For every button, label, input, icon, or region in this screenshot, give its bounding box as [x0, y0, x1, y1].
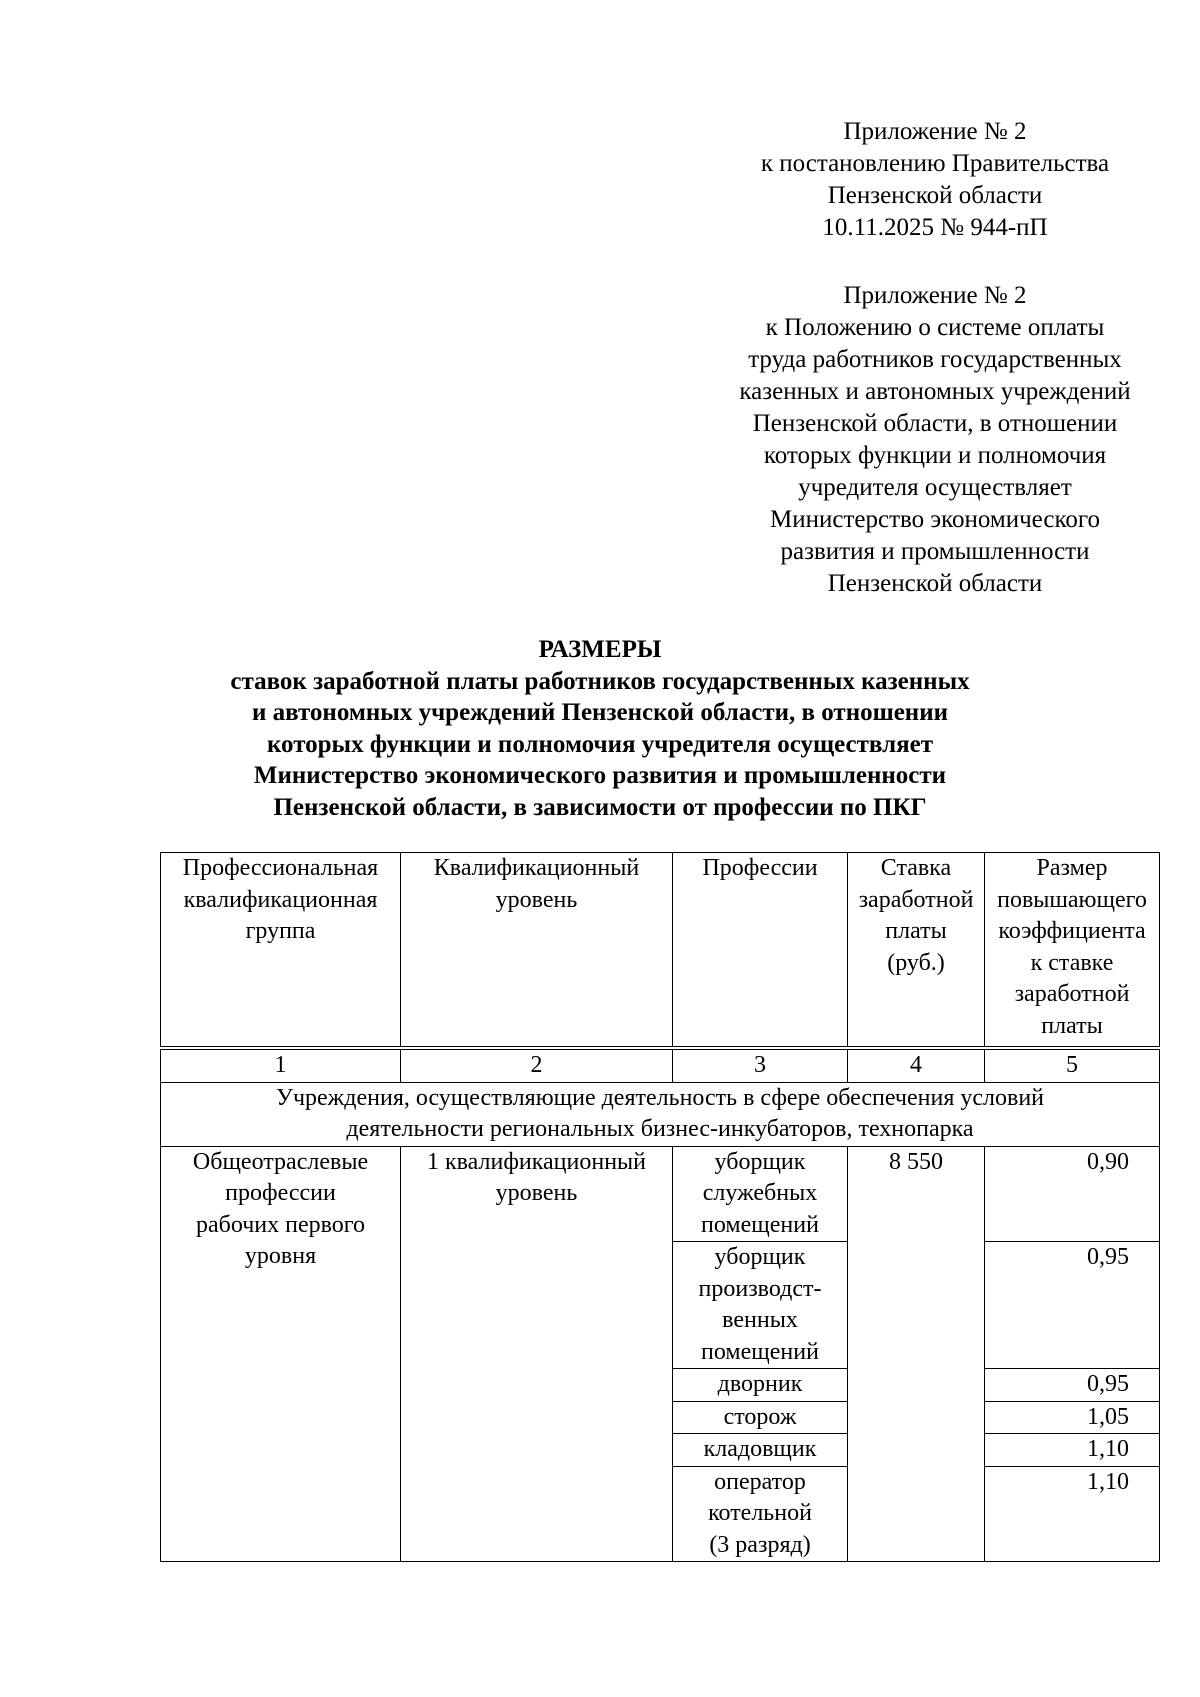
appendix-2-line: к Положению о системе оплаты [765, 314, 1105, 341]
group-line: уровня [244, 1243, 317, 1269]
appendix-2-line: Пензенской области [827, 570, 1043, 597]
column-number: 3 [673, 1048, 848, 1082]
level-line: уровень [495, 1180, 578, 1206]
header-cell-profession [673, 853, 848, 1049]
header-text: (руб.) [887, 949, 945, 976]
profession-line: уборщик [714, 1244, 806, 1270]
column-number: 4 [848, 1048, 985, 1082]
appendix-2-line: которых функции и полномочия [763, 442, 1107, 469]
title-line: и автономных учреждений Пензенской области, в отношении [251, 699, 949, 726]
profession-line: оператор [714, 1468, 806, 1495]
profession-line: дворник [717, 1371, 803, 1397]
coefficient-cell: 0,95 [985, 1242, 1160, 1369]
appendix-1-line: к постановлению Правительства [760, 150, 1110, 177]
header-text: платы [1041, 1012, 1103, 1039]
header-cell-rate [848, 853, 985, 1049]
column-number: 5 [985, 1048, 1160, 1082]
group-line: Общеотраслевые [192, 1148, 369, 1175]
header-cell-coefficient [985, 853, 1160, 1049]
level-cell [401, 1146, 673, 1562]
profession-line: помещений [701, 1211, 819, 1238]
header-text: заработной [858, 886, 974, 913]
coefficient-cell: 1,05 [985, 1401, 1160, 1434]
header-cell-group [161, 853, 401, 1049]
profession-cell [673, 1369, 848, 1402]
title-heading: РАЗМЕРЫ [538, 636, 662, 663]
title-line: Министерство экономического развития и промышленности [253, 762, 947, 789]
document-title [100, 634, 1100, 823]
title-line: Пензенской области, в зависимости от профессии по ПКГ [273, 793, 927, 821]
profession-cell [673, 1242, 848, 1369]
profession-cell [673, 1146, 848, 1242]
header-cell-level [401, 853, 673, 1049]
appendix-1-block [680, 116, 1190, 244]
group-line: рабочих первого [195, 1211, 366, 1238]
header-text: Ставка [880, 855, 952, 881]
column-number: 1 [161, 1048, 401, 1082]
column-number: 2 [401, 1048, 673, 1082]
appendix-2-line: Приложение № 2 [843, 282, 1027, 309]
profession-cell [673, 1466, 848, 1562]
appendix-2-line: учредителя осуществляет [798, 474, 1072, 501]
profession-line: котельной [708, 1500, 812, 1526]
appendix-2-line: развития и промышленности [780, 538, 1090, 565]
section-cell [161, 1082, 1160, 1146]
appendix-1-line: 10.11.2025 № 944-пП [822, 214, 1048, 241]
column-number-row [161, 1048, 1160, 1082]
profession-line: сторож [723, 1403, 797, 1430]
rates-table [160, 852, 1160, 1562]
appendix-2-line: казенных и автономных учреждений [739, 378, 1131, 405]
appendix-2-block [680, 280, 1190, 600]
section-line: деятельности региональных бизнес-инкубаторов, технопарка [346, 1116, 974, 1142]
header-text: заработной [1014, 981, 1130, 1007]
profession-line: помещений [701, 1338, 819, 1365]
header-text: повышающего [997, 886, 1147, 913]
profession-line: производст- [698, 1275, 822, 1302]
rate-cell: 8 550 [848, 1146, 985, 1562]
group-line: профессии [225, 1180, 336, 1206]
header-text: платы [885, 918, 947, 944]
header-text: Профессиональная [182, 855, 379, 881]
header-text: Размер [1036, 855, 1108, 881]
coefficient-cell: 0,95 [985, 1369, 1160, 1402]
profession-line: уборщик [714, 1148, 806, 1175]
group-cell [161, 1146, 401, 1562]
appendix-2-line: Пензенской области, в отношении [752, 410, 1118, 437]
coefficient-cell: 1,10 [985, 1434, 1160, 1467]
coefficient-cell: 1,10 [985, 1466, 1160, 1562]
header-text: Профессии [702, 855, 818, 881]
title-line: которых функции и полномочия учредителя осуществляет [266, 730, 934, 758]
profession-line: кладовщик [703, 1436, 817, 1462]
section-line: Учреждения, осуществляющие деятельность в сфере обеспечения условий [275, 1084, 1045, 1111]
coefficient-cell: 0,90 [985, 1146, 1160, 1242]
profession-line: венных [722, 1307, 798, 1333]
table-row [161, 1146, 1160, 1242]
profession-cell [673, 1401, 848, 1434]
header-text: коэффициента [998, 918, 1146, 944]
appendix-1-line: Пензенской области [827, 182, 1043, 209]
header-text: уровень [495, 886, 578, 913]
profession-line: служебных [702, 1180, 818, 1206]
title-line: ставок заработной платы работников государственных казенных [230, 667, 970, 695]
section-row [161, 1082, 1160, 1146]
level-line: 1 квалификационный [426, 1148, 647, 1175]
table-header-row [161, 853, 1160, 1049]
header-text: к ставке [1030, 949, 1114, 976]
header-text: квалификационная [183, 886, 378, 913]
header-text: группа [245, 918, 316, 944]
profession-line: (3 разряд) [709, 1531, 811, 1558]
appendix-1-line: Приложение № 2 [843, 118, 1027, 145]
profession-cell [673, 1434, 848, 1467]
appendix-2-line: труда работников государственных [748, 346, 1122, 373]
appendix-2-line: Министерство экономического [770, 506, 1100, 533]
header-text: Квалификационный [433, 855, 640, 881]
